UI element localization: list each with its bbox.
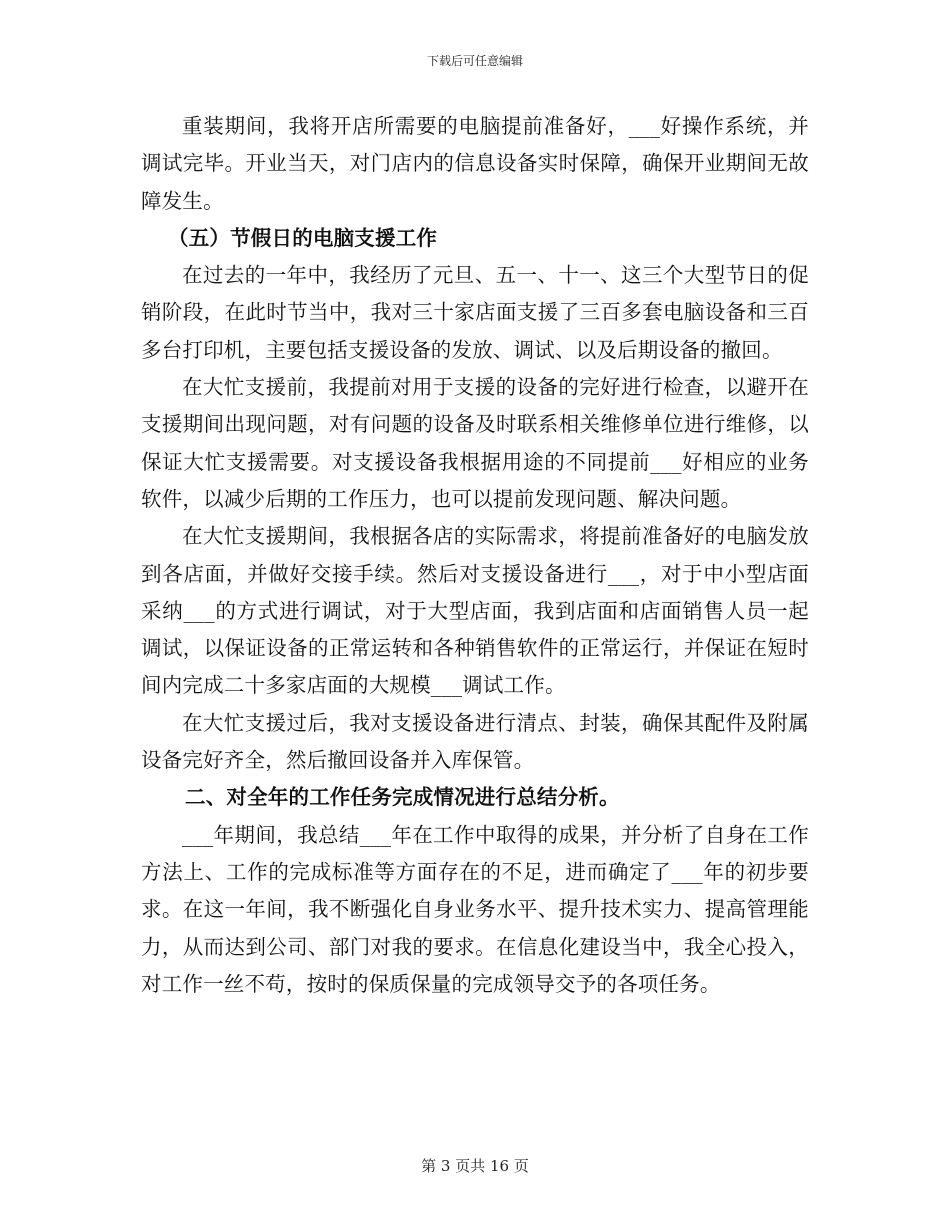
section-heading-holiday-support: （五）节假日的电脑支援工作	[168, 225, 438, 250]
paragraph-6: ___年期间，我总结___年在工作中取得的成果，并分析了自身在工作方法上、工作的完成标准等方面存在的不足，进而确定了___年的初步要求。在这一年间，我不断强化自身业务水平、提升技术实力、提高管理能力，从而达到公司、部门对我的要求。在信息化建设当中，我全心投入，对工作一丝不苟，按时的保质保量的完成领导交予的各项任务。	[141, 822, 809, 996]
paragraph-5: 在大忙支援过后，我对支援设备进行清点、封装，确保其配件及附属设备完好齐全，然后撤回设备并入库保管。	[141, 710, 809, 773]
document-body	[141, 108, 809, 1003]
page-footer: 第 3 页共 16 页	[421, 1157, 529, 1175]
paragraph-3: 在大忙支援前，我提前对用于支援的设备的完好进行检查，以避开在支援期间出现问题，对有问题的设备及时联系相关维修单位进行维修，以保证大忙支援需要。对支援设备我根据用途的不同提前___好相应的业务软件，以减少后期的工作压力，也可以提前发现问题、解决问题。	[141, 375, 809, 511]
section-heading-annual-summary: 二、对全年的工作任务完成情况进行总结分析。	[185, 785, 620, 810]
paragraph-4: 在大忙支援期间，我根据各店的实际需求，将提前准备好的电脑发放到各店面，并做好交接手续。然后对支援设备进行___，对于中小型店面采纳___的方式进行调试，对于大型店面，我到店面和店面销售人员一起调试，以保证设备的正常运转和各种销售软件的正常运行，并保证在短时间内完成二十多家店面的大规模___调试工作。	[141, 524, 809, 698]
paragraph-2: 在过去的一年中，我经历了元旦、五一、十一、这三个大型节日的促销阶段，在此时节当中，我对三十家店面支援了三百多套电脑设备和三百多台打印机，主要包括支援设备的发放、调试、以及后期设备的撤回。	[141, 263, 809, 362]
paragraph-1: 重装期间，我将开店所需要的电脑提前准备好，___好操作系统，并调试完毕。开业当天，对门店内的信息设备实时保障，确保开业期间无故障发生。	[141, 114, 809, 213]
page-header: 下载后可任意编辑	[426, 54, 523, 68]
